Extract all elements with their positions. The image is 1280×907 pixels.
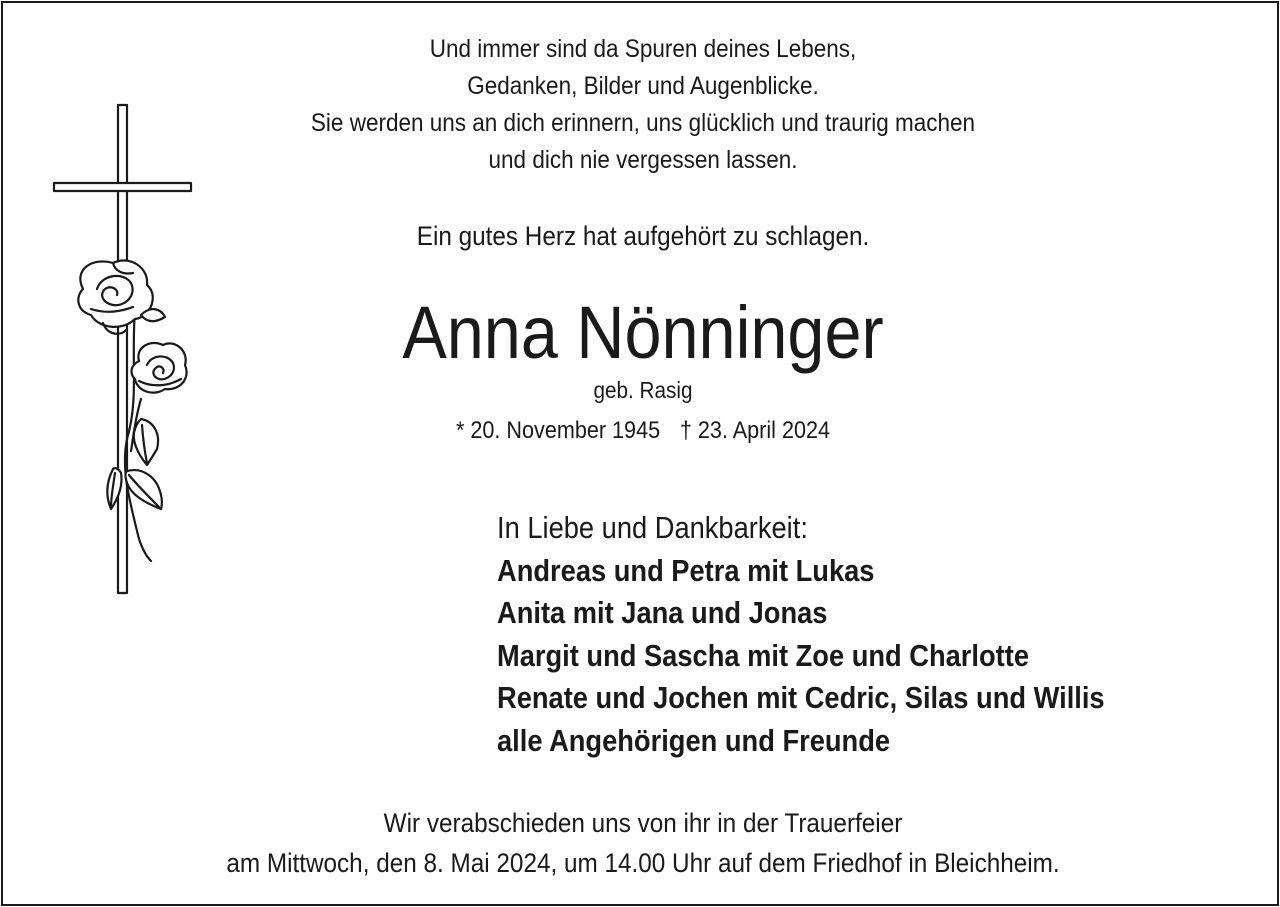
mourner-line: Andreas und Petra mit Lukas	[497, 552, 875, 588]
death-date: † 23. April 2024	[679, 417, 831, 444]
poem-line: Gedanken, Bilder und Augenblicke.	[467, 72, 819, 100]
mourner-line: Anita mit Jana und Jonas	[497, 595, 828, 631]
heart-line: Ein gutes Herz hat aufgehört zu schlagen.	[416, 221, 870, 251]
poem-line: Und immer sind da Spuren deines Lebens,	[429, 35, 857, 63]
birth-name: geb. Rasig	[593, 377, 693, 403]
mourner-line: alle Angehörigen und Freunde	[497, 722, 891, 758]
poem-line: und dich nie vergessen lassen.	[488, 146, 798, 174]
mourners-intro: In Liebe und Dankbarkeit:	[497, 510, 808, 545]
cross-with-roses-icon	[43, 99, 203, 599]
poem-line: Sie werden uns an dich erinnern, uns glücklich und traurig machen	[310, 109, 976, 137]
ceremony-info	[148, 803, 1138, 883]
life-dates	[193, 415, 1093, 447]
deceased-name: Anna Nönninger	[402, 291, 884, 374]
ceremony-line: Wir verabschieden uns von ihr in der Trauerfeier	[383, 808, 903, 838]
ceremony-line: am Mittwoch, den 8. Mai 2024, um 14.00 Uhr auf dem Friedhof in Bleichheim.	[226, 848, 1060, 878]
mourner-line: Renate und Jochen mit Cedric, Silas und Willis	[497, 680, 1105, 716]
obituary-notice	[1, 1, 1279, 906]
poem	[193, 31, 1093, 179]
mourners-block	[497, 507, 1105, 763]
mourner-line: Margit und Sascha mit Zoe und Charlotte	[497, 637, 1030, 673]
birth-date: * 20. November 1945	[455, 417, 661, 444]
